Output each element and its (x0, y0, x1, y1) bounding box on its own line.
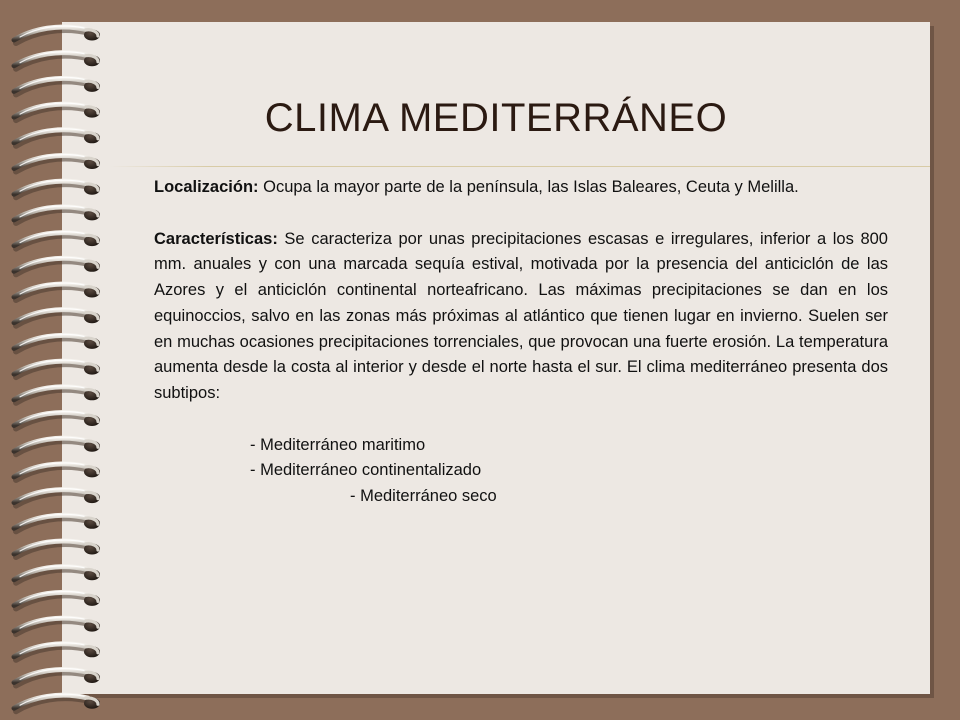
spiral-ring (14, 52, 100, 69)
spiral-ring (14, 566, 100, 583)
caracteristicas-paragraph (154, 227, 888, 407)
spiral-ring (14, 643, 100, 660)
spiral-ring (14, 155, 100, 172)
body-text (154, 175, 888, 510)
spiral-ring (14, 283, 100, 300)
spiral-ring (14, 386, 100, 403)
caracteristicas-text: Se caracteriza por unas precipitaciones escasas e irregulares, inferior a los 800 mm. anuales y con una marcada sequía estival, motivada por la presencia del anticiclón de las Azores y el anticiclón continental norteafricano. Las máximas precipitaciones se dan en los equinoccios, salvo en las zonas más próximas al atlántico que tienen lugar en invierno. Suelen ser en muchas ocasiones precipitaciones torrenciales, que provocan una fuerte erosión. La temperatura aumenta desde la costa al interior y desde el norte hasta el sur. El clima mediterráneo presenta dos subtipos: (154, 229, 888, 402)
spiral-ring (14, 669, 100, 686)
spiral-ring (14, 180, 100, 197)
caracteristicas-label: Características: (154, 229, 278, 248)
spiral-ring (14, 360, 100, 377)
spiral-ring (14, 617, 100, 634)
spiral-ring (14, 129, 100, 146)
spiral-ring (14, 206, 100, 223)
spiral-binding-icon (0, 0, 130, 720)
spiral-ring (14, 309, 100, 326)
notebook-page (62, 22, 930, 694)
spiral-ring (14, 694, 100, 711)
title-divider (110, 166, 930, 167)
spiral-ring (14, 232, 100, 249)
spiral-ring (14, 591, 100, 608)
subtype-item-seco: - Mediterráneo seco (350, 487, 497, 506)
page-title: CLIMA MEDITERRÁNEO (264, 96, 728, 140)
subtypes-list (154, 433, 888, 510)
subtype-item-maritimo: - Mediterráneo maritimo (250, 435, 426, 454)
spiral-ring (14, 412, 100, 429)
spiral-ring (14, 463, 100, 480)
spiral-ring (14, 77, 100, 94)
spiral-ring (14, 26, 100, 43)
spiral-ring (14, 437, 100, 454)
spiral-ring (14, 257, 100, 274)
spiral-ring (14, 334, 100, 351)
subtype-item-continentalizado: - Mediterráneo continentalizado (250, 461, 482, 480)
localizacion-text: Ocupa la mayor parte de la península, las Islas Baleares, Ceuta y Melilla. (258, 178, 799, 196)
spiral-ring (14, 489, 100, 506)
spiral-ring (14, 103, 100, 120)
spiral-ring (14, 540, 100, 557)
localizacion-paragraph (154, 175, 888, 201)
spiral-ring (14, 514, 100, 531)
localizacion-label: Localización: (154, 178, 259, 196)
